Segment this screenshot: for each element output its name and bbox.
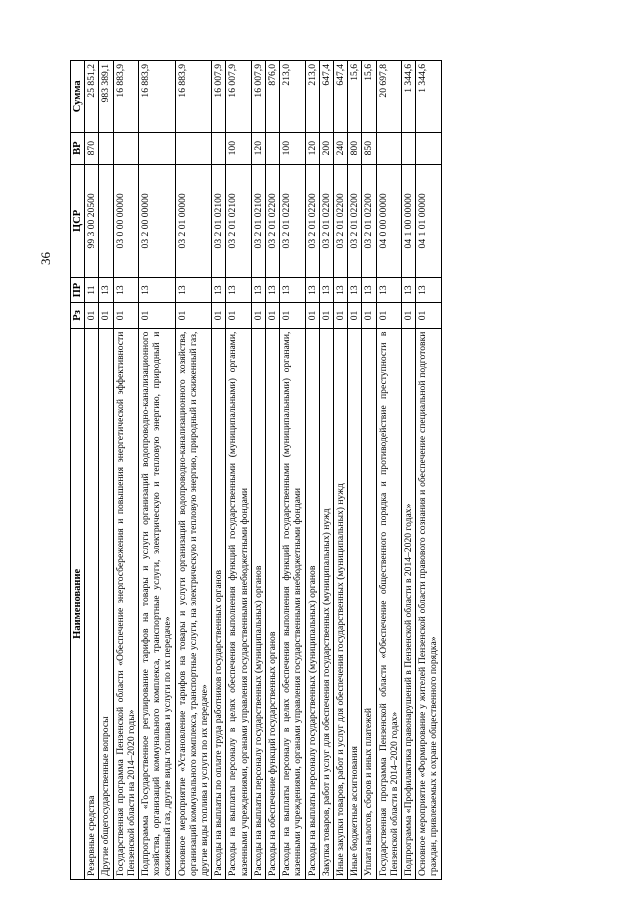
header-vr: ВР — [71, 132, 85, 164]
csr-cell: 03 2 01 02200 — [266, 164, 280, 277]
table-row — [402, 61, 416, 880]
sum-cell: 16 883,9 — [113, 61, 138, 133]
pr-cell: 13 — [416, 277, 441, 302]
table-row — [175, 61, 212, 880]
rz-cell: 01 — [212, 303, 226, 328]
header-rz: Рз — [71, 303, 85, 328]
table-row — [113, 61, 138, 880]
rz-cell: 01 — [251, 303, 265, 328]
name-cell: Расходы на выплаты по оплате труда работников государственных органов — [212, 328, 226, 879]
table-row — [251, 61, 265, 880]
table-row — [362, 61, 376, 880]
table-body — [85, 61, 441, 880]
rz-cell: 01 — [99, 303, 113, 328]
sum-cell: 213,0 — [280, 61, 305, 133]
vr-cell: 800 — [348, 132, 362, 164]
pr-cell: 13 — [280, 277, 305, 302]
pr-cell: 11 — [85, 277, 99, 302]
sum-cell: 20 697,8 — [376, 61, 401, 133]
vr-cell: 120 — [305, 132, 319, 164]
sum-cell: 1 344,6 — [402, 61, 416, 133]
rz-cell: 01 — [348, 303, 362, 328]
pr-cell: 13 — [113, 277, 138, 302]
rz-cell: 01 — [334, 303, 348, 328]
csr-cell: 03 2 01 02200 — [280, 164, 305, 277]
name-cell: Расходы на выплаты персоналу в целях обеспечения выполнения функций государственными (муниципальными) органами, казенными учреждениями, органами управления государственными внебюджетными фондами — [280, 328, 305, 879]
csr-cell: 04 1 01 00000 — [416, 164, 441, 277]
pr-cell: 13 — [305, 277, 319, 302]
pr-cell: 13 — [376, 277, 401, 302]
rz-cell: 01 — [362, 303, 376, 328]
name-cell: Государственная программа Пензенской области «Обеспечение энергосбережения и повышения энергетической эффективности Пензенской области на 2014–2020 годы» — [113, 328, 138, 879]
table-row — [226, 61, 251, 880]
csr-cell: 99 3 00 20500 — [85, 164, 99, 277]
rz-cell: 01 — [113, 303, 138, 328]
csr-cell: 03 2 01 02200 — [305, 164, 319, 277]
vr-cell: 200 — [319, 132, 333, 164]
pr-cell: 13 — [402, 277, 416, 302]
rz-cell: 01 — [85, 303, 99, 328]
sum-cell: 16 883,9 — [175, 61, 212, 133]
vr-cell — [402, 132, 416, 164]
pr-cell: 13 — [251, 277, 265, 302]
name-cell: Расходы на выплаты персоналу государственных (муниципальных) органов — [251, 328, 265, 879]
header-pr: ПР — [71, 277, 85, 302]
name-cell: Подпрограмма «Государственное регулирование тарифов на товары и услуги организаций водопроводно-канализационного хозяйства, организаций коммунального комплекса, транспортные услуги, электрическую и тепловую энергию, природный и сжиженный газ, другие виды топлива и услуги по их передаче» — [139, 328, 176, 879]
csr-cell — [99, 164, 113, 277]
sum-cell: 15,6 — [348, 61, 362, 133]
table-row — [85, 61, 99, 880]
vr-cell — [113, 132, 138, 164]
table-row — [305, 61, 319, 880]
sum-cell: 25 851,2 — [85, 61, 99, 133]
name-cell: Расходы на выплаты персоналу в целях обеспечения выполнения функций государственными (муниципальными) органами, казенными учреждениями, органами управления государственными внебюджетными фондами — [226, 328, 251, 879]
sum-cell: 16 007,9 — [226, 61, 251, 133]
vr-cell: 100 — [280, 132, 305, 164]
csr-cell: 03 2 01 02200 — [334, 164, 348, 277]
name-cell: Иные закупки товаров, работ и услуг для обеспечения государственных (муниципальных) нужд — [334, 328, 348, 879]
header-csr: ЦСР — [71, 164, 85, 277]
sum-cell: 213,0 — [305, 61, 319, 133]
rz-cell: 01 — [175, 303, 212, 328]
pr-cell: 13 — [175, 277, 212, 302]
sum-cell: 647,4 — [334, 61, 348, 133]
name-cell: Расходы на выплаты персоналу государственных (муниципальных) органов — [305, 328, 319, 879]
table-row — [280, 61, 305, 880]
table-row — [334, 61, 348, 880]
csr-cell: 03 2 00 00000 — [139, 164, 176, 277]
pr-cell: 13 — [226, 277, 251, 302]
rz-cell: 01 — [305, 303, 319, 328]
csr-cell: 03 2 01 02100 — [251, 164, 265, 277]
pr-cell: 13 — [266, 277, 280, 302]
pr-cell: 13 — [348, 277, 362, 302]
table-row — [139, 61, 176, 880]
table-row — [416, 61, 441, 880]
vr-cell: 240 — [334, 132, 348, 164]
header-name: Наименование — [71, 328, 85, 879]
vr-cell — [416, 132, 441, 164]
vr-cell — [212, 132, 226, 164]
pr-cell: 13 — [139, 277, 176, 302]
sum-cell: 15,6 — [362, 61, 376, 133]
name-cell: Подпрограмма «Профилактика правонарушений в Пензенской области в 2014–2020 годах» — [402, 328, 416, 879]
csr-cell: 04 0 00 00000 — [376, 164, 401, 277]
table-row — [266, 61, 280, 880]
rz-cell: 01 — [226, 303, 251, 328]
vr-cell: 100 — [226, 132, 251, 164]
name-cell: Закупка товаров, работ и услуг для обеспечения государственных (муниципальных) нужд — [319, 328, 333, 879]
sum-cell: 983 389,1 — [99, 61, 113, 133]
rz-cell: 01 — [319, 303, 333, 328]
header-sum: Сумма — [71, 61, 85, 133]
name-cell: Уплата налогов, сборов и иных платежей — [362, 328, 376, 879]
csr-cell: 03 0 00 00000 — [113, 164, 138, 277]
name-cell: Основное мероприятие «Установление тарифов на товары и услуги организаций водопроводно-канализационного хозяйства, организаций коммунального комплекса, транспортные услуги, на электрическую и тепловую энергию, природный и сжиженный газ, другие виды топлива и услуги по их передаче» — [175, 328, 212, 879]
vr-cell — [99, 132, 113, 164]
csr-cell: 03 2 01 02200 — [362, 164, 376, 277]
name-cell: Резервные средства — [85, 328, 99, 879]
csr-cell: 03 2 01 02200 — [348, 164, 362, 277]
sum-cell: 647,4 — [319, 61, 333, 133]
sum-cell: 16 883,9 — [139, 61, 176, 133]
rz-cell: 01 — [402, 303, 416, 328]
rz-cell: 01 — [416, 303, 441, 328]
csr-cell: 03 2 01 00000 — [175, 164, 212, 277]
table-row — [99, 61, 113, 880]
table-header-row — [71, 61, 85, 880]
rotated-page — [70, 60, 620, 880]
vr-cell — [139, 132, 176, 164]
name-cell: Иные бюджетные ассигнования — [348, 328, 362, 879]
sum-cell: 16 007,9 — [212, 61, 226, 133]
csr-cell: 04 1 00 00000 — [402, 164, 416, 277]
table-row — [348, 61, 362, 880]
rz-cell: 01 — [280, 303, 305, 328]
table-row — [212, 61, 226, 880]
csr-cell: 03 2 01 02100 — [226, 164, 251, 277]
name-cell: Другие общегосударственные вопросы — [99, 328, 113, 879]
rz-cell: 01 — [139, 303, 176, 328]
sum-cell: 1 344,6 — [416, 61, 441, 133]
name-cell: Основное мероприятие «Формирование у жителей Пензенской области правового сознания и обеспечение специальной подготовки граждан, привлекаемых к охране общественного порядка» — [416, 328, 441, 879]
pr-cell: 13 — [334, 277, 348, 302]
sum-cell: 876,0 — [266, 61, 280, 133]
pr-cell: 13 — [212, 277, 226, 302]
vr-cell — [266, 132, 280, 164]
sum-cell: 16 007,9 — [251, 61, 265, 133]
name-cell: Расходы на обеспечение функций государственных органов — [266, 328, 280, 879]
csr-cell: 03 2 01 02100 — [212, 164, 226, 277]
vr-cell — [175, 132, 212, 164]
table-row — [376, 61, 401, 880]
rz-cell: 01 — [266, 303, 280, 328]
pr-cell: 13 — [319, 277, 333, 302]
name-cell: Государственная программа Пензенской области «Обеспечение общественного порядка и противодействие преступности в Пензенской области в 2014–2020 годах» — [376, 328, 401, 879]
vr-cell: 870 — [85, 132, 99, 164]
budget-table — [70, 60, 442, 880]
vr-cell: 850 — [362, 132, 376, 164]
rz-cell: 01 — [376, 303, 401, 328]
vr-cell — [376, 132, 401, 164]
pr-cell: 13 — [99, 277, 113, 302]
table-row — [319, 61, 333, 880]
csr-cell: 03 2 01 02200 — [319, 164, 333, 277]
page-number: 36 — [38, 252, 53, 265]
pr-cell: 13 — [362, 277, 376, 302]
vr-cell: 120 — [251, 132, 265, 164]
